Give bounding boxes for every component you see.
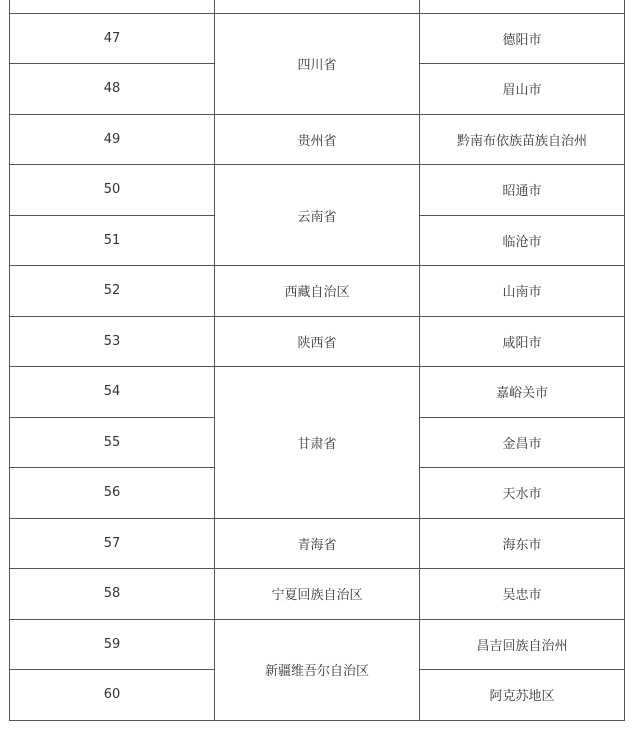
row-number: 56 <box>10 468 215 519</box>
province-cell: 甘肃省 <box>215 367 420 519</box>
table-row <box>10 13 625 64</box>
city-cell: 德阳市 <box>420 13 625 64</box>
row-number: 55 <box>10 417 215 468</box>
city-cell: 天水市 <box>420 468 625 519</box>
row-number: 54 <box>10 367 215 418</box>
table-row <box>10 367 625 418</box>
city-cell: 山南市 <box>420 266 625 317</box>
cell-empty <box>10 0 215 13</box>
province-cell: 云南省 <box>215 165 420 266</box>
table-row <box>10 518 625 569</box>
city-cell: 咸阳市 <box>420 316 625 367</box>
city-cell: 嘉峪关市 <box>420 367 625 418</box>
province-cell: 四川省 <box>215 13 420 114</box>
row-number: 53 <box>10 316 215 367</box>
row-number: 51 <box>10 215 215 266</box>
table-row <box>10 165 625 216</box>
row-number: 49 <box>10 114 215 165</box>
cell-empty <box>215 0 420 13</box>
city-cell: 海东市 <box>420 518 625 569</box>
city-cell: 黔南布依族苗族自治州 <box>420 114 625 165</box>
row-number: 58 <box>10 569 215 620</box>
province-cell: 西藏自治区 <box>215 266 420 317</box>
table-row <box>10 619 625 670</box>
province-cell: 青海省 <box>215 518 420 569</box>
table-row <box>10 569 625 620</box>
row-number: 60 <box>10 670 215 721</box>
province-cell: 陕西省 <box>215 316 420 367</box>
row-number: 59 <box>10 619 215 670</box>
table-row <box>10 316 625 367</box>
city-table <box>9 0 625 721</box>
row-number: 57 <box>10 518 215 569</box>
table-row <box>10 114 625 165</box>
province-cell: 宁夏回族自治区 <box>215 569 420 620</box>
city-cell: 昭通市 <box>420 165 625 216</box>
city-cell: 临沧市 <box>420 215 625 266</box>
table-row-partial <box>10 0 625 13</box>
city-cell: 昌吉回族自治州 <box>420 619 625 670</box>
cell-empty <box>420 0 625 13</box>
city-cell: 金昌市 <box>420 417 625 468</box>
city-cell: 眉山市 <box>420 64 625 115</box>
city-cell: 吴忠市 <box>420 569 625 620</box>
row-number: 48 <box>10 64 215 115</box>
city-cell: 阿克苏地区 <box>420 670 625 721</box>
row-number: 52 <box>10 266 215 317</box>
province-cell: 新疆维吾尔自治区 <box>215 619 420 720</box>
row-number: 50 <box>10 165 215 216</box>
row-number: 47 <box>10 13 215 64</box>
province-cell: 贵州省 <box>215 114 420 165</box>
table-row <box>10 266 625 317</box>
